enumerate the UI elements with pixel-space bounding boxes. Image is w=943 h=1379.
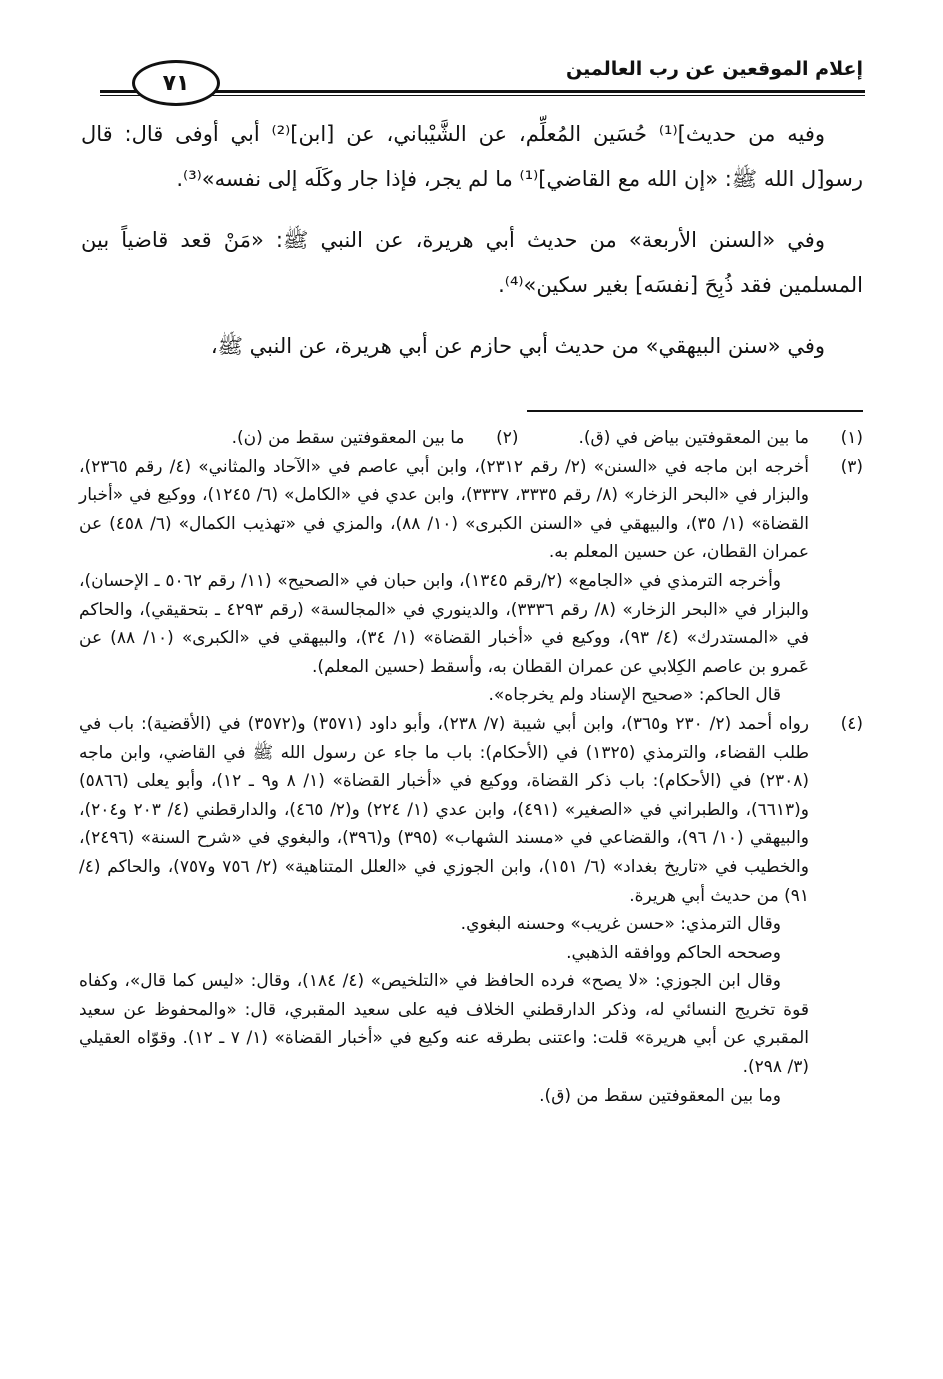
footnote-paragraph: أخرجه ابن ماجه في «السنن» (٢/ رقم ٢٣١٢)، وابن أبي عاصم في «الآحاد والمثاني» (٤/ رقم ٢٣٦٥)، والبزار في «البحر الزخار» (٨/ رقم ٣٣٣٥، ٣٣٣٧)، وابن عدي في «الكامل» (٦/ ١٢٤٥)، ووكيع في «أخبار القضاة» (١/ ٣٥)، والبيهقي في «السنن الكبرى» (١٠/ ٨٨)، والمزي في «تهذيب الكمال» (٦/ ٤٥٨) عن عمران القطان، عن حسين المعلم به. xyxy=(79,456,810,563)
footnote-paragraph: وقال الترمذي: «حسن غريب» وحسنه البغوي. xyxy=(460,914,781,935)
footnote-number: (٢) xyxy=(496,428,519,448)
main-paragraph-1: وفيه من حديث]⁽¹⁾ حُسَين المُعلِّم، عن الشَّيْباني، عن [ابن]⁽²⁾ أبي أوفى قال: قال رسو[ل الله ﷺ: «إن الله مع القاضي]⁽¹⁾ ما لم يجر، فإذا جار وكَلَه إلى نفسه»⁽³⁾. xyxy=(81,122,863,191)
main-text xyxy=(81,112,863,385)
footnote-body xyxy=(79,710,809,1110)
footnote-2 xyxy=(232,424,519,453)
footnote-text: ما بين المعقوفتين بياض في (ق). xyxy=(578,428,809,448)
footnote-paragraph: وأخرجه الترمذي في «الجامع» (٢/رقم ١٣٤٥)، وابن حبان في «الصحيح» (١١/ رقم ٥٠٦٢ ـ الإحسان)، والبزار في «البحر الزخار» (٨/ رقم ٣٣٣٦)، والدينوري في «المجالسة» (رقم ٤٢٩٣ ـ بتحقيقي)، والحاكم في «المستدرك» (٤/ ٩٣)، ووكيع في «أخبار القضاة» (١/ ٣٤)، والبيهقي في «الكبرى» (١٠/ ٨٨) عن عَمرو بن عاصم الكِلابي عن عمران القطان به، وأسقط (حسين المعلم). xyxy=(79,570,809,677)
page-number: ٧١ xyxy=(132,60,220,106)
footnote-3 xyxy=(79,453,863,710)
running-header-title: إعلام الموقعين عن رب العالمين xyxy=(566,58,863,80)
footnote-text: ما بين المعقوفتين سقط من (ن). xyxy=(231,428,465,448)
footnote-paragraph: وقال ابن الجوزي: «لا يصح» فرده الحافظ في «التلخيص» (٤/ ١٨٤)، وقال: «ليس كما قال»، وكفاه قوة تخريج النسائي له، وذكر الدارقطني الخلاف فيه على سعيد المقبري، قال: «والمحفوظ عن سعيد المقبري عن أبي هريرة» قلت: واعتنى بطرقه عنه وكيع في «أخبار القضاة» (١/ ٧ ـ ١٢). وقوّاه العقيلي (٣/ ٢٩٨). xyxy=(79,971,809,1078)
footnote-body xyxy=(79,453,809,710)
footnote-paragraph: وما بين المعقوفتين سقط من (ق). xyxy=(539,1085,781,1106)
footnotes xyxy=(79,424,863,1110)
header-rule-thin xyxy=(100,95,865,96)
footnote-paragraph: وصححه الحاكم ووافقه الذهبي. xyxy=(566,942,781,963)
main-paragraph-2: وفي «السنن الأربعة» من حديث أبي هريرة، عن النبي ﷺ: «مَنْ قعد قاضياً بين المسلمين فقد ذُبِحَ [نفسَه] بغير سكين»⁽⁴⁾. xyxy=(81,228,863,297)
footnote-4 xyxy=(79,710,863,1110)
footnote-number: (١) xyxy=(840,428,863,448)
footnote-number: (٣) xyxy=(840,456,863,477)
footnote-number: (٤) xyxy=(840,713,863,734)
footnote-paragraph: رواه أحمد (٢/ ٢٣٠ و٣٦٥)، وابن أبي شيبة (٧/ ٢٣٨)، وأبو داود (٣٥٧١) و(٣٥٧٢) في (الأقضية): باب في طلب القضاء، والترمذي (١٣٢٥) في (الأحكام): باب ما جاء عن رسول الله ﷺ في القاضي، وابن ماجه (٢٣٠٨) في (الأحكام): باب ذكر القضاة، ووكيع في «أخبار القضاة» (١/ ٨ و٩ ـ ١٢)، وأبو يعلى (٥٨٦٦) و(٦٦١٣)، والطبراني في «الصغير» (٤٩١)، وابن عدي (١/ ٢٢٤) و(٢/ ٤٦٥)، والدارقطني (٤/ ٢٠٣ و٢٠٤)، والبيهقي (١٠/ ٩٦)، والقضاعي في «مسند الشهاب» (٣٩٥) و(٣٩٦)، والبغوي في «شرح السنة» (٢٤٩٦)، والخطيب في «تاريخ بغداد» (٦/ ١٥١)، وابن الجوزي في «العلل المتناهية» (٢/ ٧٥٦ و٧٥٧)، والحاكم (٤/ ٩١) من حديث أبي هريرة. xyxy=(79,713,810,906)
footnote-row-1-2 xyxy=(79,424,863,453)
footnote-separator xyxy=(527,410,863,412)
footnote-1 xyxy=(579,424,864,453)
main-paragraph-3: وفي «سنن البيهقي» من حديث أبي حازم عن أبي هريرة، عن النبي ﷺ، xyxy=(210,334,825,358)
footnote-paragraph: قال الحاكم: «صحيح الإسناد ولم يخرجاه». xyxy=(488,685,781,706)
